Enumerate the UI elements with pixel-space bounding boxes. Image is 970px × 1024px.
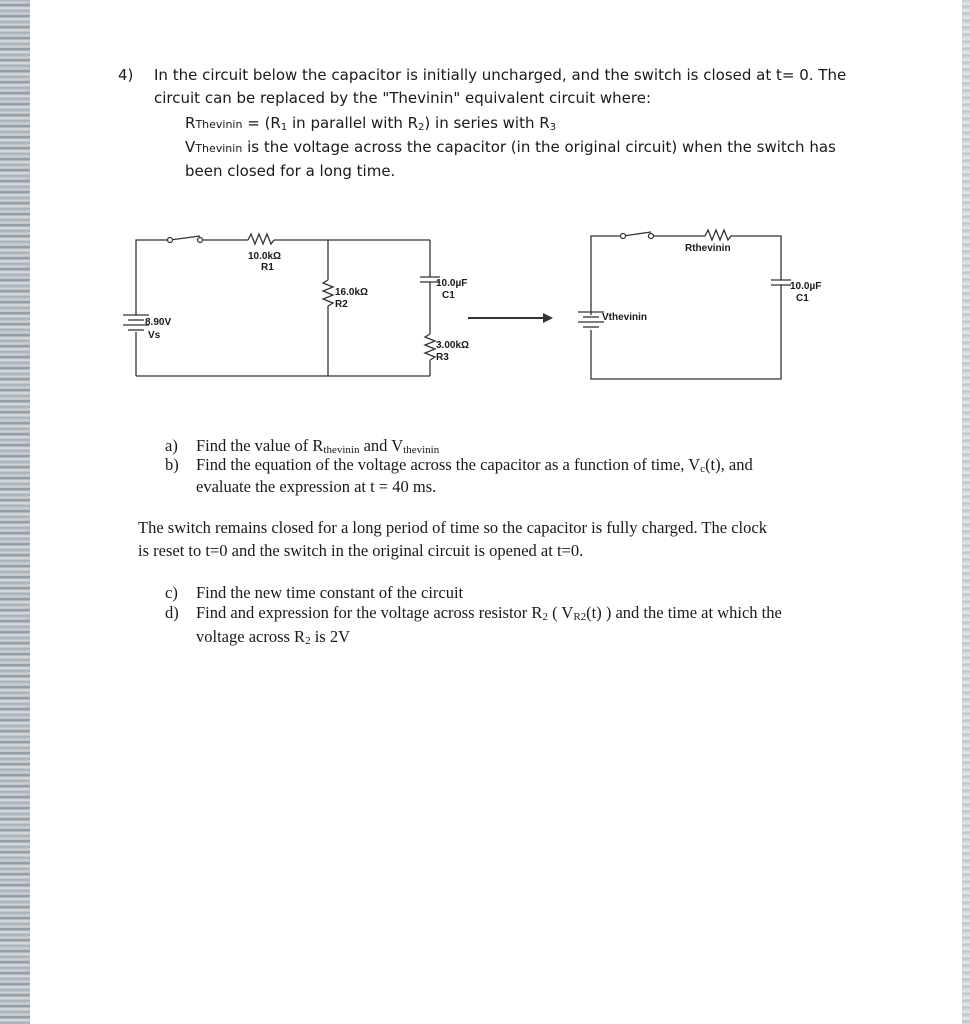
switch-contact-left: [168, 238, 173, 243]
problem-line-1: In the circuit below the capacitor is initially uncharged, and the switch is closed at t= 0. The: [154, 66, 847, 84]
problem-line-2: circuit can be replaced by the "Thevinin" equivalent circuit where:: [154, 89, 651, 107]
question-b-text-2: evaluate the expression at t = 40 ms.: [196, 477, 437, 496]
switch-contact-thevenin-left: [621, 234, 626, 239]
vthevinin-label: Vthevinin: [602, 312, 648, 323]
r3-name: R3: [436, 352, 449, 363]
r1-value: 10.0kΩ: [248, 251, 282, 262]
circuit-diagram: [118, 222, 838, 382]
r2-value: 16.0kΩ: [335, 287, 369, 298]
page-right-edge: [962, 0, 970, 1024]
r3-value: 3.00kΩ: [436, 340, 470, 351]
c1-thevenin-name: C1: [796, 293, 809, 304]
question-b-label: b): [165, 455, 179, 474]
switch-contact-thevenin-right: [649, 234, 654, 239]
problem-number: 4): [118, 66, 134, 84]
question-c-label: c): [165, 583, 178, 602]
c1-value: 10.0µF: [436, 278, 468, 289]
c1-thevenin-value: 10.0µF: [790, 281, 822, 292]
question-d-text: Find and expression for the voltage across resistor R2 ( VR2(t) ) and the time at which the: [196, 603, 782, 623]
vs-name: Vs: [148, 330, 161, 341]
page-left-edge: [0, 0, 30, 1024]
switch-contact-right: [198, 238, 203, 243]
r2-name: R2: [335, 299, 348, 310]
question-d-text-2: voltage across R2 is 2V: [196, 627, 350, 647]
vthevinin-definition: VThevinin is the voltage across the capacitor (in the original circuit) when the switch has: [185, 138, 836, 156]
r1-name: R1: [261, 262, 274, 273]
switch-blade: [170, 236, 200, 240]
rthevinin-label: Rthevinin: [685, 243, 731, 254]
vs-value: 8.90V: [145, 317, 172, 328]
question-c-text: Find the new time constant of the circuit: [196, 583, 464, 602]
question-a-label: a): [165, 436, 178, 455]
c1-name: C1: [442, 290, 455, 301]
rthevinin-definition: RThevinin = ($R_1$ in parallel with $R_2$) in series with $R_3$: [185, 114, 557, 133]
paragraph-line-1: The switch remains closed for a long period of time so the capacitor is fully charged. The clock: [138, 518, 767, 537]
question-b-text: Find the equation of the voltage across the capacitor as a function of time, Vc(t), and: [196, 455, 753, 475]
problem-line-5: been closed for a long time.: [185, 162, 396, 180]
paragraph-line-2: is reset to t=0 and the switch in the original circuit is opened at t=0.: [138, 541, 584, 560]
question-a-text: Find the value of Rthevinin and Vthevinin: [196, 436, 440, 456]
question-d-label: d): [165, 603, 179, 622]
